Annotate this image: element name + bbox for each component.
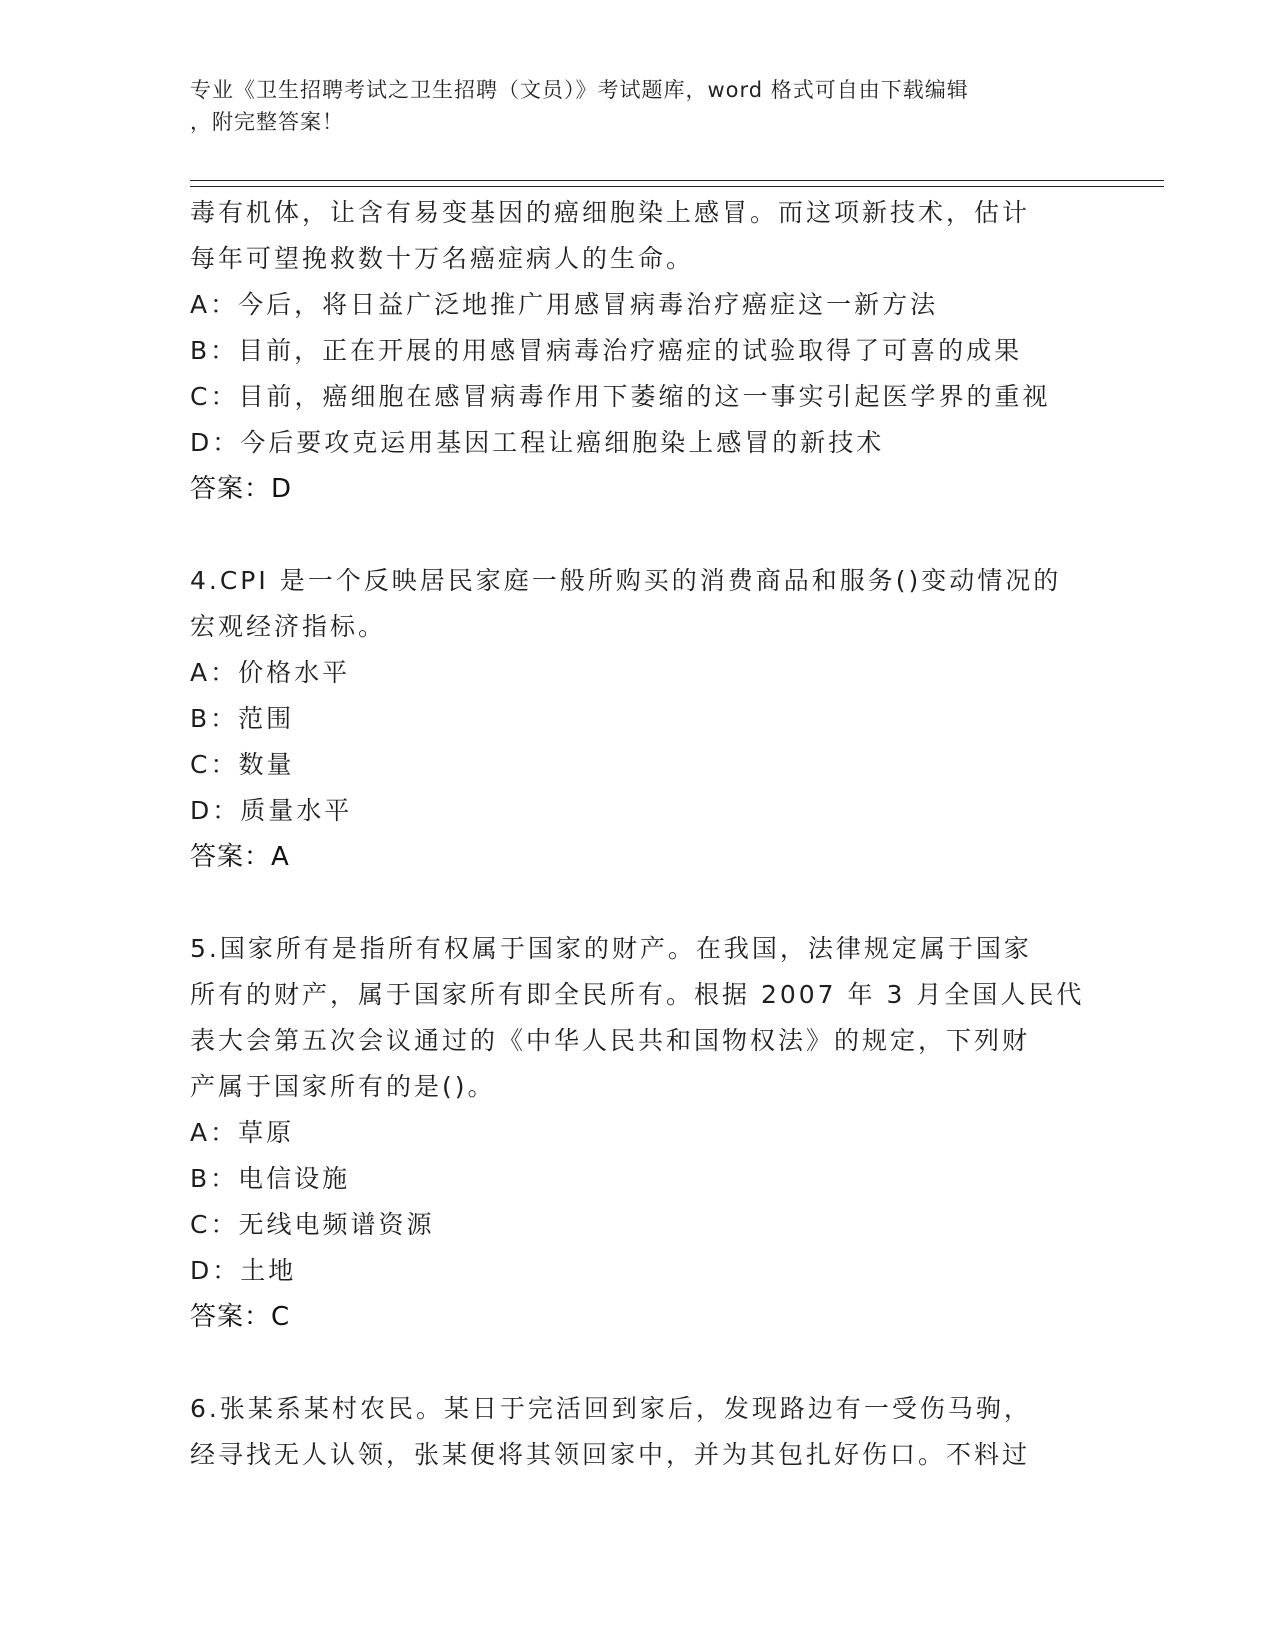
answer-label: 答案：D	[190, 474, 293, 504]
option-c: C：目前，癌细胞在感冒病毒作用下萎缩的这一事实引起医学界的重视	[190, 382, 1051, 411]
option-d: D：质量水平	[190, 796, 353, 825]
document-body	[190, 190, 1090, 1478]
header-rule-top	[190, 180, 1164, 181]
question-text-line: 宏观经济指标。	[190, 612, 387, 641]
question-text-line: 4.CPI 是一个反映居民家庭一般所购买的消费商品和服务()变动情况的	[190, 566, 1062, 595]
question-4	[190, 558, 1090, 880]
option-d: D：今后要攻克运用基因工程让癌细胞染上感冒的新技术	[190, 428, 885, 457]
spacer	[190, 880, 1090, 926]
option-a: A：草原	[190, 1118, 295, 1147]
document-header: 专业《卫生招聘考试之卫生招聘（文员）》考试题库，word 格式可自由下载编辑 ，附完整答案！	[190, 78, 969, 134]
option-b: B：范围	[190, 704, 295, 733]
option-b: B：目前，正在开展的用感冒病毒治疗癌症的试验取得了可喜的成果	[190, 336, 1023, 365]
answer-label: 答案：A	[190, 842, 290, 872]
answer-label: 答案：C	[190, 1302, 291, 1332]
option-d: D：土地	[190, 1256, 297, 1285]
question-text-line: 每年可望挽救数十万名癌症病人的生命。	[190, 244, 695, 273]
header-rule-bottom	[190, 186, 1164, 187]
option-a: A：价格水平	[190, 658, 351, 687]
question-6	[190, 1386, 1090, 1478]
option-a: A：今后，将日益广泛地推广用感冒病毒治疗癌症这一新方法	[190, 290, 939, 319]
option-c: C：无线电频谱资源	[190, 1210, 435, 1239]
question-text-line: 表大会第五次会议通过的《中华人民共和国物权法》的规定，下列财	[190, 1026, 1031, 1055]
question-text-line: 5.国家所有是指所有权属于国家的财产。在我国，法律规定属于国家	[190, 934, 1032, 963]
question-5	[190, 926, 1090, 1340]
option-c: C：数量	[190, 750, 295, 779]
question-text-line: 产属于国家所有的是()。	[190, 1072, 496, 1101]
question-text-line: 毒有机体，让含有易变基因的癌细胞染上感冒。而这项新技术，估计	[190, 198, 1031, 227]
spacer	[190, 1340, 1090, 1386]
question-text-line: 经寻找无人认领，张某便将其领回家中，并为其包扎好伤口。不料过	[190, 1440, 1031, 1469]
question-continued	[190, 190, 1090, 512]
option-b: B：电信设施	[190, 1164, 351, 1193]
question-text-line: 所有的财产，属于国家所有即全民所有。根据 2007 年 3 月全国人民代	[190, 980, 1085, 1009]
spacer	[190, 512, 1090, 558]
question-text-line: 6.张某系某村农民。某日于完活回到家后，发现路边有一受伤马驹，	[190, 1394, 1032, 1423]
